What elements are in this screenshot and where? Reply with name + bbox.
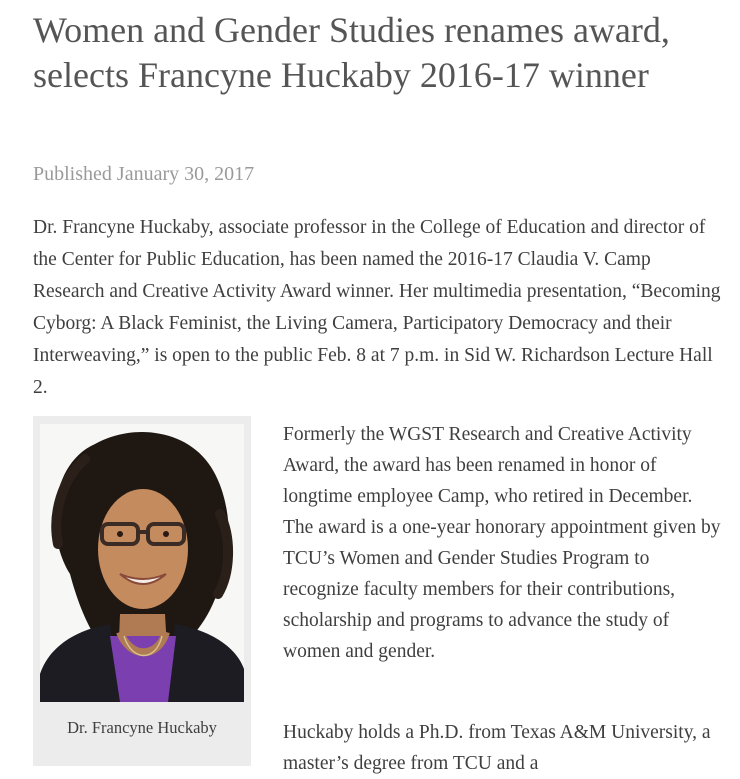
published-date-value: January 30, 2017 <box>116 163 255 185</box>
article-paragraph-award-rename: Formerly the WGST Research and Creative Activity Award, the award has been renamed in honor of longtime employee Camp, who retired in December. The award is a one-year honorary appointment given by TCU’s Women and Gender Studies Program to recognize faculty members for their contributions, scholarship and programs to advance the study of women and gender. <box>283 424 721 662</box>
published-label: Published <box>33 163 112 185</box>
portrait-caption: Dr. Francyne Huckaby <box>67 718 217 737</box>
portrait-figure <box>33 416 251 766</box>
article-headline: Women and Gender Studies renames award, selects Francyne Huckaby 2016-17 winner <box>33 10 670 95</box>
portrait-photo <box>40 424 244 702</box>
article-paragraph-education: Huckaby holds a Ph.D. from Texas A&M University, a master’s degree from TCU and a <box>283 722 711 774</box>
published-date <box>33 161 254 187</box>
article-lede-paragraph: Dr. Francyne Huckaby, associate professor in the College of Education and director of the Center for Public Education, has been named the 2016-17 Claudia V. Camp Research and Creative Activity Award winner. Her multimedia presentation, “Becoming Cyborg: A Black Feminist, the Living Camera, Participatory Democracy and their Interweaving,” is open to the public Feb. 8 at 7 p.m. in Sid W. Richardson Lecture Hall 2. <box>33 217 721 398</box>
